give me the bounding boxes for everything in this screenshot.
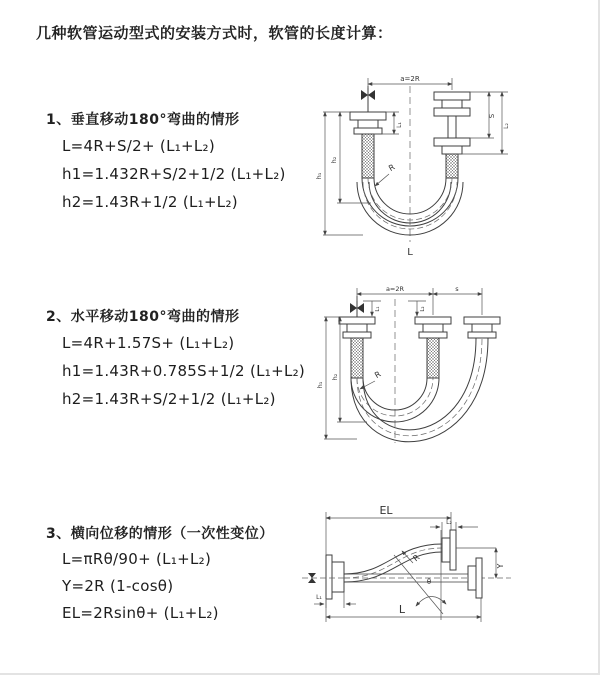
diagram-horizontal-180-bend bbox=[313, 281, 598, 461]
d2-middle-flange bbox=[415, 317, 451, 338]
section-1-formula-h2: h2=1.43R+1/2 (L₁+L₂) bbox=[62, 193, 238, 211]
d1-label-r: R bbox=[387, 162, 397, 174]
valve-icon bbox=[361, 86, 375, 112]
d1-label-l: L bbox=[407, 247, 413, 258]
d2-dimensions bbox=[324, 288, 482, 439]
diagram-lateral-displacement bbox=[298, 500, 598, 645]
d1-label-h2: h₂ bbox=[330, 156, 338, 164]
d3-theta-arc bbox=[416, 596, 446, 606]
section-1-formula-h1: h1=1.432R+S/2+1/2 (L₁+L₂) bbox=[62, 165, 286, 183]
d2-label-a2r: a=2R bbox=[385, 285, 405, 293]
section-2-formula-h1: h1=1.43R+0.785S+1/2 (L₁+L₂) bbox=[62, 362, 306, 380]
section-3-formula-EL: EL=2Rsinθ+ (L₁+L₂) bbox=[62, 604, 219, 622]
section-1-formula-L: L=4R+S/2+ (L₁+L₂) bbox=[62, 137, 216, 155]
section-3-formula-L: L=πRθ/90+ (L₁+L₂) bbox=[62, 550, 212, 568]
d2-label-s: s bbox=[455, 285, 459, 293]
d3-drawing bbox=[302, 530, 511, 620]
d3-hose-displaced bbox=[344, 544, 442, 582]
section-3-heading: 3、横向位移的情形（一次性变位） bbox=[46, 526, 274, 542]
section-2-formula-h2: h2=1.43R+S/2+1/2 (L₁+L₂) bbox=[62, 390, 276, 408]
section-2-heading: 2、水平移动180°弯曲的情形 bbox=[46, 309, 240, 325]
d2-middle-hose-braid bbox=[427, 338, 439, 378]
d2-left-flange bbox=[339, 317, 375, 338]
d1-drawing bbox=[350, 86, 470, 242]
d2-right-flange bbox=[464, 317, 500, 338]
d2-label-h2: h₂ bbox=[331, 373, 339, 381]
d1-label-s: S bbox=[488, 113, 496, 119]
d3-label-l2: L₂ bbox=[446, 519, 452, 526]
d3-label-el: EL bbox=[379, 504, 393, 517]
d2-left-hose-braid bbox=[351, 338, 363, 378]
d2-label-r: R bbox=[373, 369, 383, 381]
d1-right-hose-braid bbox=[446, 154, 458, 178]
d2-hose-curve-displaced bbox=[351, 338, 488, 442]
d1-dimensions bbox=[323, 78, 508, 235]
section-1-heading: 1、垂直移动180°弯曲的情形 bbox=[46, 112, 240, 128]
d2-label-h1: h₁ bbox=[316, 381, 324, 389]
d1-label-l2: L₂ bbox=[503, 123, 510, 129]
d2-label-l2: L₂ bbox=[420, 306, 426, 312]
d2-drawing bbox=[339, 296, 500, 443]
d1-left-hose-braid bbox=[362, 134, 374, 178]
d1-label-a2r: a=2R bbox=[400, 75, 420, 83]
d1-label-l1: L₁ bbox=[396, 122, 403, 128]
d3-upper-right-flange bbox=[442, 530, 456, 570]
section-2-formula-L: L=4R+1.57S+ (L₁+L₂) bbox=[62, 334, 235, 352]
d3-label-r: R bbox=[411, 552, 422, 564]
d1-left-flange bbox=[350, 112, 386, 134]
section-3-formula-Y: Y=2R (1-cosθ) bbox=[62, 577, 174, 595]
d3-left-flange bbox=[326, 555, 344, 599]
d3-label-l1: L₁ bbox=[316, 594, 322, 601]
d3-label-l: L bbox=[398, 603, 406, 616]
d2-label-l1: L₁ bbox=[375, 306, 381, 312]
d1-right-flange bbox=[434, 92, 470, 154]
diagram-vertical-180-bend bbox=[313, 64, 593, 264]
d3-lower-right-flange bbox=[468, 558, 482, 598]
d3-label-y: Y bbox=[496, 563, 505, 569]
d1-label-h1: h₁ bbox=[315, 172, 323, 180]
d3-label-theta: θ bbox=[426, 578, 432, 586]
page-title: 几种软管运动型式的安装方式时，软管的长度计算： bbox=[36, 24, 393, 42]
